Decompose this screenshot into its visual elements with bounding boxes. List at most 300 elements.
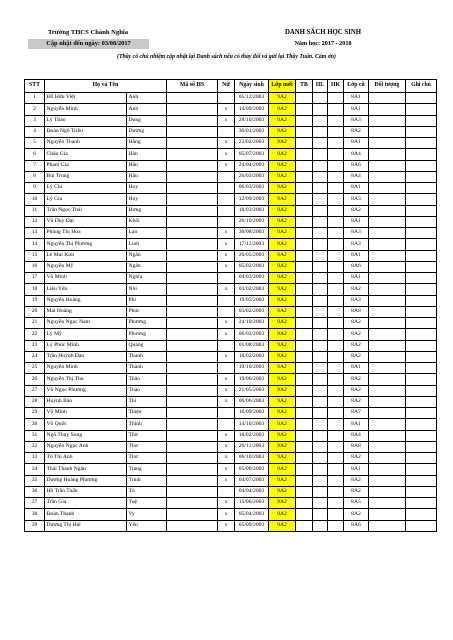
cell-stt: 18 [25, 284, 45, 295]
cell-new-class: 9A2 [269, 205, 296, 216]
cell-hk [328, 284, 344, 295]
cell-female-mark: x [218, 441, 235, 452]
cell-old-class: 8A3 [344, 115, 369, 126]
cell-old-class: 8A6 [344, 520, 369, 531]
cell-old-class: 8A2 [344, 374, 369, 385]
cell-hl [313, 115, 328, 126]
cell-new-class: 9A2 [269, 104, 296, 115]
table-row [25, 396, 437, 407]
cell-old-class: 8A1 [344, 93, 369, 104]
cell-birth-date: 18/02/2003 [235, 351, 269, 362]
cell-student-id [167, 284, 218, 295]
cell-hk [328, 385, 344, 396]
cell-hl [313, 273, 328, 284]
cell-notes [406, 126, 437, 137]
table-row [25, 93, 437, 104]
cell-new-class: 9A2 [269, 351, 296, 362]
cell-hk [328, 329, 344, 340]
cell-stt: 31 [25, 430, 45, 441]
cell-hl [313, 205, 328, 216]
cell-first-name: Yến [127, 520, 167, 531]
cell-hk [328, 93, 344, 104]
cell-stt: 8 [25, 171, 45, 182]
cell-last-middle-name: Đoàn Ngô Triều [45, 126, 127, 137]
cell-tb [296, 408, 313, 419]
cell-hk [328, 126, 344, 137]
cell-tb [296, 385, 313, 396]
cell-hk [328, 374, 344, 385]
cell-student-id [167, 138, 218, 149]
cell-hl [313, 183, 328, 194]
cell-first-name: Thư [127, 453, 167, 464]
cell-first-name: Linh [127, 239, 167, 250]
table-row [25, 273, 437, 284]
table-row [25, 408, 437, 419]
student-table [24, 79, 437, 532]
cell-female-mark: x [218, 115, 235, 126]
cell-student-id [167, 295, 218, 306]
cell-stt: 7 [25, 160, 45, 171]
cell-hl [313, 104, 328, 115]
cell-female-mark [218, 183, 235, 194]
cell-old-class: 8A3 [344, 228, 369, 239]
cell-hk [328, 149, 344, 160]
table-row [25, 104, 437, 115]
cell-birth-date: 12/09/2003 [235, 194, 269, 205]
cell-last-middle-name: Bùi Trung [45, 171, 127, 182]
cell-birth-date: 18/02/2003 [235, 430, 269, 441]
cell-hl [313, 453, 328, 464]
cell-category [369, 498, 406, 509]
cell-first-name: Phúc [127, 306, 167, 317]
cell-hk [328, 295, 344, 306]
cell-first-name: Phương [127, 318, 167, 329]
table-row [25, 183, 437, 194]
cell-student-id [167, 475, 218, 486]
cell-new-class: 9A2 [269, 295, 296, 306]
cell-tb [296, 216, 313, 227]
cell-female-mark: x [218, 160, 235, 171]
cell-last-middle-name: Lý Chí [45, 183, 127, 194]
cell-first-name: Hân [127, 160, 167, 171]
cell-new-class: 9A2 [269, 239, 296, 250]
cell-notes [406, 520, 437, 531]
cell-category [369, 385, 406, 396]
cell-category [369, 509, 406, 520]
cell-hl [313, 486, 328, 497]
cell-last-middle-name: Liêu Yến [45, 284, 127, 295]
cell-notes [406, 171, 437, 182]
cell-hk [328, 486, 344, 497]
cell-stt: 2 [25, 104, 45, 115]
cell-category [369, 464, 406, 475]
cell-tb [296, 239, 313, 250]
cell-first-name: Hậu [127, 171, 167, 182]
cell-tb [296, 475, 313, 486]
table-row [25, 453, 437, 464]
cell-hl [313, 261, 328, 272]
cell-category [369, 273, 406, 284]
cell-tb [296, 104, 313, 115]
cell-notes [406, 228, 437, 239]
cell-old-class: 8A2 [344, 509, 369, 520]
cell-first-name: Thịnh [127, 419, 167, 430]
cell-new-class: 9A2 [269, 318, 296, 329]
cell-notes [406, 216, 437, 227]
cell-female-mark [218, 419, 235, 430]
table-row [25, 363, 437, 374]
cell-birth-date: 05/02/2003 [235, 261, 269, 272]
cell-category [369, 194, 406, 205]
cell-new-class: 9A2 [269, 408, 296, 419]
cell-last-middle-name: Phạm Gia [45, 160, 127, 171]
cell-category [369, 171, 406, 182]
cell-new-class: 9A2 [269, 430, 296, 441]
cell-female-mark [218, 126, 235, 137]
cell-hl [313, 340, 328, 351]
header-female: Nữ [218, 80, 235, 93]
cell-old-class: 8A2 [344, 329, 369, 340]
cell-student-id [167, 441, 218, 452]
cell-hl [313, 160, 328, 171]
cell-tb [296, 93, 313, 104]
cell-last-middle-name: Nguyễn Thị Phương [45, 239, 127, 250]
cell-hl [313, 194, 328, 205]
cell-birth-date: 03/02/2003 [235, 284, 269, 295]
cell-student-id [167, 306, 218, 317]
cell-stt: 25 [25, 363, 45, 374]
cell-birth-date: 19/05/2003 [235, 295, 269, 306]
cell-hl [313, 475, 328, 486]
cell-category [369, 340, 406, 351]
cell-first-name: Tuệ [127, 498, 167, 509]
cell-female-mark [218, 273, 235, 284]
cell-student-id [167, 104, 218, 115]
cell-hk [328, 419, 344, 430]
cell-female-mark [218, 205, 235, 216]
table-row [25, 419, 437, 430]
cell-hk [328, 250, 344, 261]
cell-notes [406, 351, 437, 362]
cell-new-class: 9A2 [269, 363, 296, 374]
cell-female-mark: x [218, 138, 235, 149]
cell-hl [313, 363, 328, 374]
cell-new-class: 9A2 [269, 250, 296, 261]
cell-first-name: Trang [127, 464, 167, 475]
cell-tb [296, 363, 313, 374]
cell-hl [313, 216, 328, 227]
cell-category [369, 160, 406, 171]
cell-student-id [167, 126, 218, 137]
table-row [25, 295, 437, 306]
cell-tb [296, 138, 313, 149]
cell-student-id [167, 216, 218, 227]
cell-category [369, 419, 406, 430]
cell-tb [296, 228, 313, 239]
cell-hk [328, 363, 344, 374]
cell-birth-date: 30/01/2003 [235, 126, 269, 137]
cell-hk [328, 194, 344, 205]
cell-birth-date: 03/02/2003 [235, 306, 269, 317]
cell-first-name: Tú [127, 486, 167, 497]
cell-birth-date: 24/04/2003 [235, 160, 269, 171]
cell-hl [313, 295, 328, 306]
cell-last-middle-name: Huỳnh Bảo [45, 396, 127, 407]
cell-tb [296, 430, 313, 441]
cell-birth-date: 05/07/2003 [235, 149, 269, 160]
cell-hk [328, 228, 344, 239]
cell-notes [406, 430, 437, 441]
cell-birth-date: 20/11/2003 [235, 441, 269, 452]
cell-hk [328, 183, 344, 194]
table-row [25, 284, 437, 295]
cell-tb [296, 194, 313, 205]
cell-stt: 12 [25, 216, 45, 227]
cell-birth-date: 26/10/2003 [235, 216, 269, 227]
cell-stt: 13 [25, 228, 45, 239]
cell-old-class: 8A3 [344, 194, 369, 205]
header-old-class: Lớp cũ [344, 80, 369, 93]
cell-student-id [167, 228, 218, 239]
table-row [25, 475, 437, 486]
cell-notes [406, 261, 437, 272]
cell-notes [406, 205, 437, 216]
cell-category [369, 250, 406, 261]
table-row [25, 351, 437, 362]
cell-category [369, 520, 406, 531]
cell-stt: 22 [25, 329, 45, 340]
cell-new-class: 9A2 [269, 284, 296, 295]
cell-tb [296, 318, 313, 329]
cell-hk [328, 464, 344, 475]
cell-hk [328, 396, 344, 407]
cell-last-middle-name: Dương Hoàng Phương [45, 475, 127, 486]
cell-old-class: 8A2 [344, 385, 369, 396]
cell-tb [296, 261, 313, 272]
cell-old-class: 8A2 [344, 396, 369, 407]
cell-tb [296, 351, 313, 362]
cell-female-mark: x [218, 149, 235, 160]
cell-female-mark [218, 340, 235, 351]
table-row [25, 126, 437, 137]
cell-tb [296, 396, 313, 407]
cell-old-class: 8A3 [344, 295, 369, 306]
cell-female-mark: x [218, 351, 235, 362]
header-hk: HK [328, 80, 344, 93]
cell-female-mark: x [218, 453, 235, 464]
cell-first-name: Thành [127, 363, 167, 374]
cell-first-name: Thiện [127, 408, 167, 419]
cell-first-name: Thảo [127, 385, 167, 396]
cell-notes [406, 396, 437, 407]
cell-new-class: 9A2 [269, 194, 296, 205]
cell-hl [313, 396, 328, 407]
cell-hl [313, 385, 328, 396]
cell-student-id [167, 408, 218, 419]
cell-student-id [167, 509, 218, 520]
cell-hl [313, 408, 328, 419]
cell-tb [296, 509, 313, 520]
cell-student-id [167, 363, 218, 374]
cell-stt: 10 [25, 194, 45, 205]
cell-female-mark [218, 408, 235, 419]
cell-hk [328, 239, 344, 250]
cell-new-class: 9A2 [269, 228, 296, 239]
cell-birth-date: 05/12/2003 [235, 93, 269, 104]
cell-birth-date: 05/04/2003 [235, 509, 269, 520]
school-name: Trường THCS Chánh Nghĩa [47, 29, 129, 36]
cell-category [369, 306, 406, 317]
cell-hl [313, 239, 328, 250]
table-row [25, 498, 437, 509]
cell-old-class: 8A5 [344, 498, 369, 509]
cell-first-name: Dung [127, 115, 167, 126]
cell-hl [313, 419, 328, 430]
cell-first-name: Thảo [127, 374, 167, 385]
cell-old-class: 8A1 [344, 273, 369, 284]
cell-hl [313, 93, 328, 104]
cell-last-middle-name: Đoàn Thanh [45, 509, 127, 520]
cell-last-middle-name: Lý Mỹ [45, 329, 127, 340]
cell-old-class: 8A1 [344, 104, 369, 115]
table-row [25, 239, 437, 250]
cell-stt: 14 [25, 239, 45, 250]
document-title: DANH SÁCH HỌC SINH [284, 29, 362, 36]
cell-hk [328, 171, 344, 182]
cell-new-class: 9A2 [269, 385, 296, 396]
cell-notes [406, 93, 437, 104]
cell-hl [313, 126, 328, 137]
cell-last-middle-name: Trần Huỳnh Đan [45, 351, 127, 362]
cell-old-class: 8A2 [344, 126, 369, 137]
cell-birth-date: 23/02/2003 [235, 138, 269, 149]
cell-first-name: Hân [127, 149, 167, 160]
cell-notes [406, 453, 437, 464]
cell-hk [328, 441, 344, 452]
cell-new-class: 9A2 [269, 498, 296, 509]
cell-old-class: 8A4 [344, 171, 369, 182]
cell-first-name: Phương [127, 329, 167, 340]
cell-student-id [167, 149, 218, 160]
cell-birth-date: 14/10/2003 [235, 419, 269, 430]
cell-category [369, 430, 406, 441]
cell-birth-date: 20/05/2003 [235, 250, 269, 261]
cell-female-mark: x [218, 374, 235, 385]
cell-category [369, 239, 406, 250]
cell-old-class: 8A1 [344, 464, 369, 475]
table-row [25, 464, 437, 475]
cell-last-middle-name: Nguyễn Ngọc Nam [45, 318, 127, 329]
cell-hl [313, 351, 328, 362]
cell-birth-date: 17/11/2003 [235, 239, 269, 250]
cell-new-class: 9A2 [269, 520, 296, 531]
cell-student-id [167, 430, 218, 441]
cell-first-name: Thi [127, 396, 167, 407]
cell-hl [313, 520, 328, 531]
table-row [25, 509, 437, 520]
cell-notes [406, 104, 437, 115]
cell-first-name: Anh [127, 104, 167, 115]
cell-last-middle-name: Mai Hoàng [45, 306, 127, 317]
cell-old-class: 8A4 [344, 149, 369, 160]
cell-female-mark: x [218, 498, 235, 509]
cell-hk [328, 509, 344, 520]
cell-notes [406, 306, 437, 317]
cell-stt: 16 [25, 261, 45, 272]
cell-last-middle-name: Trần Gia [45, 498, 127, 509]
cell-old-class: 8A2 [344, 486, 369, 497]
cell-notes [406, 284, 437, 295]
table-row [25, 261, 437, 272]
cell-new-class: 9A2 [269, 453, 296, 464]
cell-notes [406, 419, 437, 430]
header-stt: STT [25, 80, 45, 93]
cell-female-mark [218, 216, 235, 227]
cell-tb [296, 329, 313, 340]
cell-old-class: 8A1 [344, 138, 369, 149]
cell-student-id [167, 93, 218, 104]
table-row [25, 340, 437, 351]
cell-stt: 26 [25, 374, 45, 385]
cell-stt: 6 [25, 149, 45, 160]
cell-new-class: 9A2 [269, 306, 296, 317]
cell-stt: 39 [25, 520, 45, 531]
cell-first-name: Huy [127, 183, 167, 194]
cell-new-class: 9A2 [269, 441, 296, 452]
cell-notes [406, 498, 437, 509]
cell-student-id [167, 340, 218, 351]
cell-new-class: 9A2 [269, 374, 296, 385]
cell-stt: 37 [25, 498, 45, 509]
cell-new-class: 9A2 [269, 396, 296, 407]
cell-birth-date: 14/09/2003 [235, 104, 269, 115]
cell-stt: 38 [25, 509, 45, 520]
cell-category [369, 363, 406, 374]
cell-tb [296, 273, 313, 284]
cell-hk [328, 115, 344, 126]
cell-first-name: Nhi [127, 284, 167, 295]
cell-category [369, 261, 406, 272]
cell-hk [328, 408, 344, 419]
cell-stt: 28 [25, 396, 45, 407]
cell-female-mark: x [218, 104, 235, 115]
cell-last-middle-name: Trần Ngọc Thái [45, 205, 127, 216]
cell-female-mark [218, 306, 235, 317]
cell-hk [328, 453, 344, 464]
cell-stt: 1 [25, 93, 45, 104]
cell-first-name: Khôi [127, 216, 167, 227]
cell-last-middle-name: Võ Minh [45, 273, 127, 284]
cell-student-id [167, 194, 218, 205]
cell-last-middle-name: Võ Minh [45, 408, 127, 419]
cell-stt: 5 [25, 138, 45, 149]
cell-tb [296, 250, 313, 261]
cell-student-id [167, 396, 218, 407]
cell-birth-date: 30/08/2003 [235, 228, 269, 239]
cell-hk [328, 340, 344, 351]
cell-tb [296, 340, 313, 351]
cell-birth-date: 06/10/2003 [235, 453, 269, 464]
table-row [25, 115, 437, 126]
cell-last-middle-name: Võ Quốc [45, 419, 127, 430]
cell-notes [406, 475, 437, 486]
cell-female-mark: x [218, 475, 235, 486]
cell-student-id [167, 385, 218, 396]
cell-old-class: 8A1 [344, 363, 369, 374]
cell-tb [296, 149, 313, 160]
cell-first-name: Trinh [127, 475, 167, 486]
school-year: Năm học: 2017 - 2018 [294, 40, 352, 47]
